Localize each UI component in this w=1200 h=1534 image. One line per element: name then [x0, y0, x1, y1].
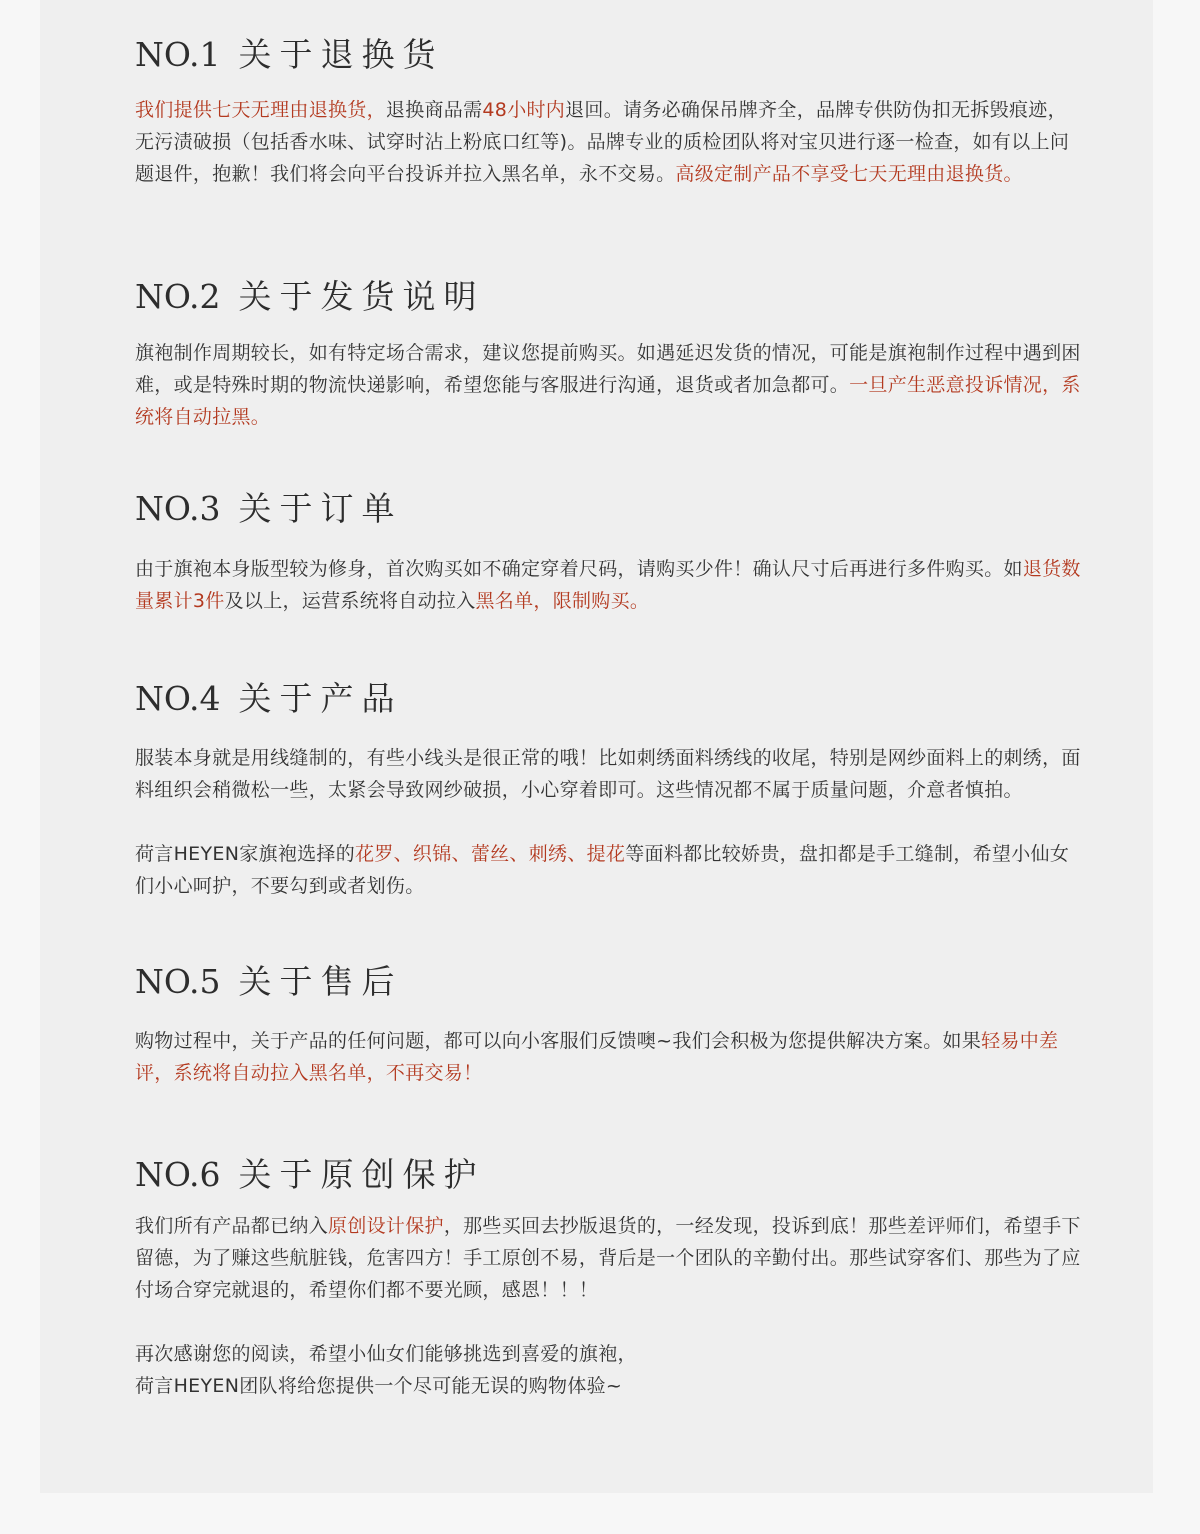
highlighted-text: 退货数量累计3件 [135, 558, 1081, 612]
section-heading: NO.2 关于发货说明 [135, 277, 485, 316]
body-text: 购物过程中，关于产品的任何问题，都可以向小客服们反馈噢~我们会积极为您提供解决方案。如果 [135, 1030, 982, 1052]
section-heading: NO.6 关于原创保护 [135, 1155, 485, 1194]
body-text: 服装本身就是用线缝制的，有些小线头是很正常的哦！比如刺绣面料绣线的收尾，特别是网纱面料上的刺绣，面料组织会稍微松一些，太紧会导致网纱破损，小心穿着即可。这些情况都不属于质量问题，介意者慎拍。 [135, 747, 1081, 801]
section-heading: NO.4 关于产品 [135, 679, 403, 718]
section-returns [135, 35, 1085, 190]
body-text: 退换商品需 [385, 99, 483, 121]
highlighted-text: 花罗、织锦、蕾丝、刺绣、提花 [355, 843, 626, 865]
section-paragraph [135, 838, 1085, 902]
section-paragraph [135, 742, 1085, 806]
body-text: 再次感谢您的阅读，希望小仙女们能够挑选到喜爱的旗袍， [135, 1343, 637, 1365]
section-heading: NO.3 关于订单 [135, 489, 403, 528]
body-text: 我们所有产品都已纳入 [135, 1215, 329, 1237]
section-paragraph [135, 1210, 1085, 1306]
section-orders [135, 489, 1085, 617]
closing-paragraph [135, 1338, 1085, 1402]
highlighted-text: 黑名单，限制购买。 [475, 590, 650, 612]
section-heading: NO.5 关于售后 [135, 962, 403, 1001]
body-text: 及以上，运营系统将自动拉入 [224, 590, 476, 612]
highlighted-text: 48小时内 [482, 99, 566, 121]
highlighted-text: 轻易中差评，系统将自动拉入黑名单，不再交易！ [135, 1030, 1059, 1084]
body-text: 等面料都比较娇贵，盘扣都是手工缝制，希望小仙女们小心呵护，不要勾到或者划伤。 [135, 843, 1070, 897]
section-after-sales [135, 962, 1085, 1089]
section-paragraph [135, 1025, 1085, 1089]
section-shipping [135, 277, 1085, 433]
section-paragraph [135, 337, 1085, 433]
highlighted-text: 高级定制产品不享受七天无理由退换货。 [675, 163, 1023, 185]
body-text: 荷言HEYEN家旗袍选择的 [135, 843, 356, 865]
body-text: 旗袍制作周期较长，如有特定场合需求，建议您提前购买。如遇延迟发货的情况，可能是旗袍制作过程中遇到困难，或是特殊时期的物流快递影响，希望您能与客服进行沟通，退货或者加急都可。 [135, 342, 1081, 396]
section-heading: NO.1 关于退换货 [135, 35, 444, 74]
section-paragraph [135, 553, 1085, 617]
highlighted-text: 一旦产生恶意投诉情况，系统将自动拉黑。 [135, 374, 1081, 428]
body-text: 荷言HEYEN团队将给您提供一个尽可能无误的购物体验~ [135, 1375, 623, 1397]
body-text: 退回。请务必确保吊牌齐全，品牌专供防伪扣无拆毁痕迹，无污渍破损（包括香水味、试穿时沾上粉底口红等)。品牌专业的质检团队将对宝贝进行逐一检查，如有以上问题退件，抱歉！我们将会向平台投诉并拉入黑名单，永不交易。 [135, 99, 1070, 185]
body-text: ，那些买回去抄版退货的，一经发现，投诉到底！那些差评师们，希望手下留德，为了赚这些航脏钱，危害四方！手工原创不易，背后是一个团队的辛勤付出。那些试穿客们、那些为了应付场合穿完就退的，希望你们都不要光顾，感恩！！！ [135, 1215, 1081, 1301]
section-originality [135, 1155, 1085, 1402]
section-products [135, 679, 1085, 902]
body-text: 由于旗袍本身版型较为修身，首次购买如不确定穿着尺码，请购买少件！确认尺寸后再进行多件购买。如 [135, 558, 1023, 580]
highlighted-text: 原创设计保护 [328, 1215, 444, 1237]
highlighted-text: 我们提供七天无理由退换货， [135, 99, 386, 121]
section-paragraph [135, 94, 1085, 190]
